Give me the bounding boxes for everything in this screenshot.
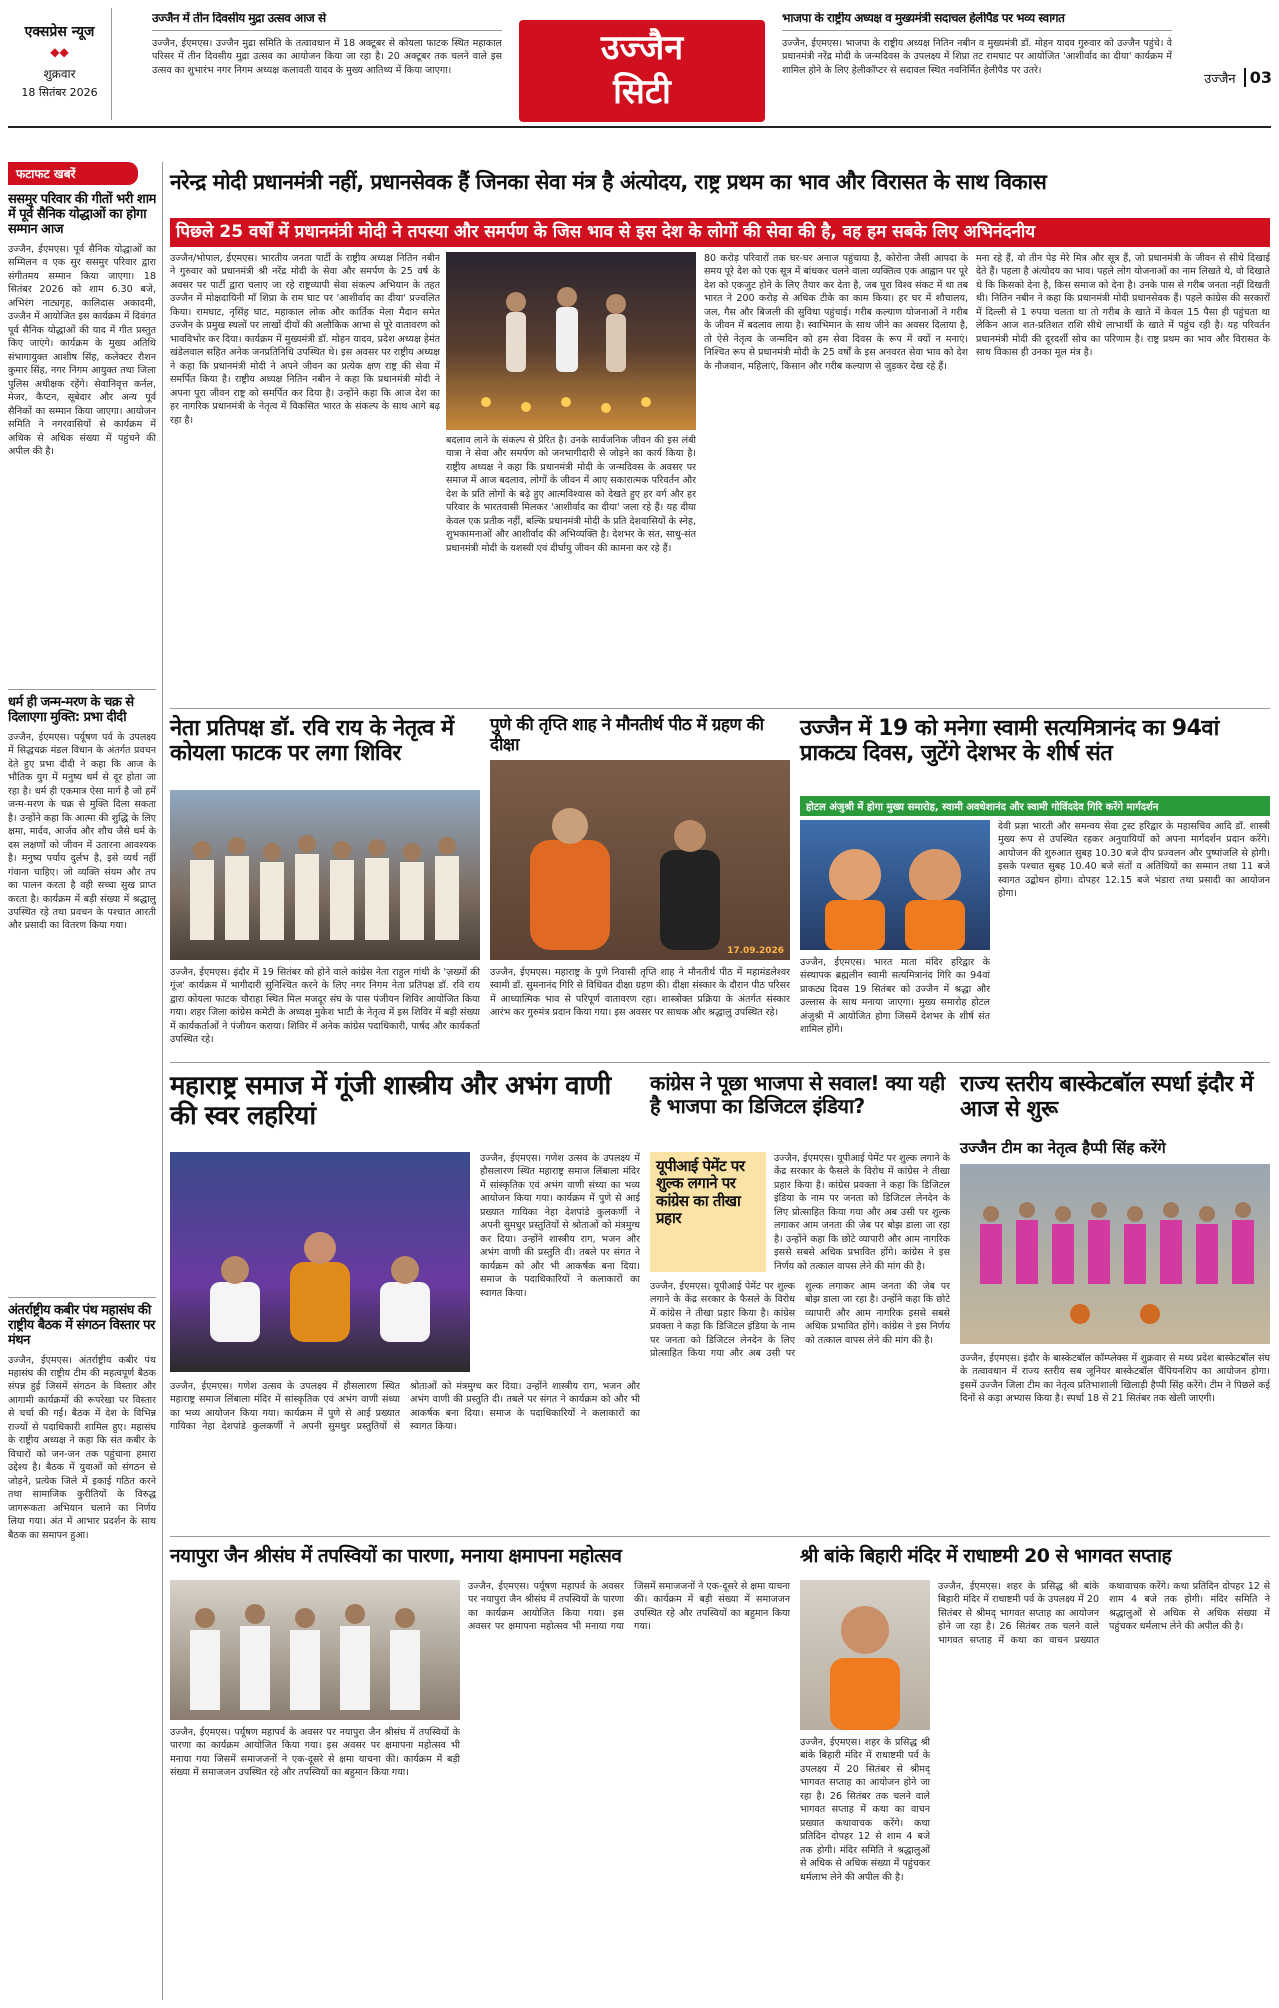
lead-headline: नरेन्द्र मोदी प्रधानमंत्री नहीं, प्रधानसेवक हैं जिनका सेवा मंत्र है अंत्योदय, राष्ट्र प्रथम का भाव और विरासत के साथ विकास xyxy=(170,170,1047,194)
section-title-line2: सिटी xyxy=(613,72,671,112)
diamond-icon: ◆◆ xyxy=(50,45,69,59)
masthead-day: शुक्रवार xyxy=(43,67,76,81)
section-title-line1: उज्जैन xyxy=(600,28,684,68)
top-left-brief xyxy=(152,12,502,112)
story6-headline: कांग्रेस ने पूछा भाजपा से सवाल! क्या यही है भाजपा का डिजिटल इंडिया? xyxy=(650,1071,945,1118)
jain-sangh-image xyxy=(170,1580,460,1720)
sidebar-item3-body: उज्जैन, ईएमएस। अंतर्राष्ट्रीय कबीर पंथ महासंघ की राष्ट्रीय टीम की महत्वपूर्ण बैठक संपन्न हुई जिसमें संगठन के विस्तार और आगामी कार्यक्रमों की रूपरेखा पर विस्तार से चर्चा की गई। बैठक में देश के विभिन्न राज्यों से पदाधिकारी शामिल हुए। महासंघ के राष्ट्रीय अध्यक्ष ने कहा कि संत कबीर के विचारों को जन-जन तक पहुंचाना हमारा उद्देश्य है। बैठक में युवाओं को संगठन से जोड़ने, प्रत्येक जिले में इकाई गठित करने तथा सामाजिक कुरीतियों के विरुद्ध जागरूकता अभियान चलाने का निर्णय लिया गया। अंत में आभार प्रदर्शन के साथ बैठक का समापन हुआ। xyxy=(8,1354,156,1541)
page-section-label: उज्जैन xyxy=(1204,72,1236,87)
diya-ceremony-image xyxy=(446,252,696,430)
story7-headline: राज्य स्तरीय बास्केटबॉल स्पर्धा इंदौर में आज से शुरू xyxy=(960,1072,1253,1123)
lead-col4: मना रहे हैं, वो तीन पेड़ मेरे मित्र और सूत्र हैं, जो प्रधानमंत्री के जीवन से सीधे दिखाई देते हैं। पहला है अंत्योदय का भाव। पहले लोग योजनाओं का नाम लिखते थे, वो दिखाते थे कि किसको देना है, किस समाज को देना है। उनके पास से गरीब जनता नहीं दिखती थी। नितिन नबीन ने कहा कि प्रधानमंत्री मोदी प्रधानसेवक हैं। पहले कांग्रेस की सरकारों में दिल्ली से 1 रुपया चलता था तो गरीब के खाते में केवल 15 पैसा ही पहुंचता था लेकिन आज शत-प्रतिशत राशि सीधे लाभार्थी के खाते में पहुंच रही है। यह परिवर्तन प्रधानमंत्री मोदी की दूरदर्शी सोच का परिणाम है। राष्ट्र प्रथम का भाव और विरासत के साथ विकास ही उनका मूल मंत्र है। xyxy=(976,253,1270,359)
sidebar-item1-body: उज्जैन, ईएमएस। पूर्व सैनिक योद्धाओं का सम्मिलन व एक सुर ससमुर परिवार द्वारा संगीतमय सम्मान किया जाएगा। 18 सितंबर 2026 को शाम 6.30 बजे, अभिरंग नाट्यगृह, कालिदास अकादमी, उज्जैन में आयोजित इस कार्यक्रम में दिवंगत पूर्व सैनिक योद्धाओं की याद में गीत प्रस्तुत किए जाएंगे। कार्यक्रम के मुख्य अतिथि संभागायुक्त आशीष सिंह, कलेक्टर रौशन कुमार सिंह, नगर निगम आयुक्त तथा जिला पुलिस अधीक्षक रहेंगे। सेवानिवृत्त कर्नल, मेजर, कैप्टन, सूबेदार और अन्य पूर्व सैनिकों का सम्मान किया जाएगा। आयोजन समिति ने नगरवासियों से कार्यक्रम में अधिक से अधिक संख्या में पहुंचने की अपील की है। xyxy=(8,243,156,458)
story3-photo xyxy=(490,760,790,960)
story9-body-left: उज्जैन, ईएमएस। शहर के प्रसिद्ध श्री बांके बिहारी मंदिर में राधाष्टमी पर्व के उपलक्ष्य में 20 सितंबर से श्रीमद् भागवत सप्ताह का आयोजन होने जा रहा है। 26 सितंबर तक चलने वाले भागवत सप्ताह में कथा का वाचन प्रख्यात कथावाचक करेंगे। कथा प्रतिदिन दोपहर 12 से शाम 4 बजे तक होगी। मंदिर समिति ने श्रद्धालुओं से अधिक से अधिक संख्या में पहुंचकर धर्मलाभ लेने की अपील की है। xyxy=(800,1737,930,1883)
story5-body: उज्जैन, ईएमएस। गणेश उत्सव के उपलक्ष्य में हौसलारण स्थित महाराष्ट्र समाज लिंबाला मंदिर में सांस्कृतिक एवं अभंग वाणी संध्या का भव्य आयोजन किया गया। कार्यक्रम में पुणे से आई प्रख्यात गायिका नेहा देशपांडे कुलकर्णी ने अपनी सुमधुर प्रस्तुतियों से श्रोताओं को मंत्रमुग्ध कर दिया। उन्होंने शास्त्रीय राग, भजन और अभंग वाणी की प्रस्तुति दी। तबले पर संगत ने कार्यक्रम को और भी आकर्षक बना दिया। समाज के पदाधिकारियों ने कलाकारों का स्वागत किया। xyxy=(170,1381,640,1433)
story4-banner: होटल अंजुश्री में होगा मुख्य समारोह, स्वामी अवधेशानंद और स्वामी गोविंददेव गिरि करेंगे मार्गदर्शन xyxy=(800,796,1270,816)
top-right-brief xyxy=(782,12,1172,112)
top-left-body: उज्जैन, ईएमएस। उज्जैन मुद्रा समिति के तत्वावधान में 18 अक्टूबर से कोयला फाटक स्थित महाकाल परिसर में तीन दिवसीय मुद्रा उत्सव का आयोजन किया जा रहा है। 20 अक्टूबर तक चलने वाले इस उत्सव का शुभारंभ नगर निगम अध्यक्ष कलावती यादव के मुख्य आतिथ्य में किया जाएगा। xyxy=(152,37,502,76)
page-label xyxy=(1180,68,1272,87)
lead-col3: 80 करोड़ परिवारों तक घर-घर अनाज पहुंचाया है, कोरोना जैसी आपदा के समय पूरे देश को एक सूत्र में बांधकर चलने वाला व्यक्तित्व एक आह्वान पर पूरे देश को एकजुट होने के लिए तैयार कर देता है, जब पूरा विश्व संकट में था तब भारत ने 200 करोड़ से अधिक टीके का काम किया। हर घर में शौचालय, जल, गैस और बिजली की सुविधा पहुंचाई। गरीब कल्याण योजनाओं ने गरीब के जीवन में बदलाव लाया है। स्वाभिमान के साथ जीने का अवसर दिलाया है, तो ऐसे नेतृत्व के जन्मदिन को हम सेवा दिवस के रूप में क्यों न मनाएं। निश्चित रूप से प्रधानमंत्री मोदी के 25 वर्षों के इस अनवरत सेवा भाव को देश के नौजवान, महिलाएं, किसान और गरीब कल्याण से जुड़कर देख रहे हैं। xyxy=(704,253,968,372)
story8-body-left: उज्जैन, ईएमएस। पर्यूषण महापर्व के अवसर पर नयापुरा जैन श्रीसंघ में तपस्वियों के पारणा का कार्यक्रम आयोजित किया गया। इस अवसर पर क्षमापना महोत्सव भी मनाया गया जिसमें समाजजनों ने एक-दूसरे से क्षमा याचना की। कार्यक्रम में बड़ी संख्या में समाजजन उपस्थित रहे और तपस्वियों का बहुमान किया गया। xyxy=(170,1727,460,1779)
story9-body-right: उज्जैन, ईएमएस। शहर के प्रसिद्ध श्री बांके बिहारी मंदिर में राधाष्टमी पर्व के उपलक्ष्य में 20 सितंबर से श्रीमद् भागवत सप्ताह का आयोजन होने जा रहा है। 26 सितंबर तक चलने वाले भागवत सप्ताह में कथा का वाचन प्रख्यात कथावाचक करेंगे। कथा प्रतिदिन दोपहर 12 से शाम 4 बजे तक होगी। मंदिर समिति ने श्रद्धालुओं से अधिक से अधिक संख्या में पहुंचकर धर्मलाभ लेने की अपील की है। xyxy=(938,1581,1270,1646)
story6-pullquote-text: यूपीआई पेमेंट पर शुल्क लगाने पर कांग्रेस का तीखा प्रहार xyxy=(656,1157,745,1227)
story6-body-cont: उज्जैन, ईएमएस। यूपीआई पेमेंट पर शुल्क लगाने के केंद्र सरकार के फैसले के विरोध में कांग्रेस ने तीखा प्रहार किया है। कांग्रेस प्रवक्ता ने कहा कि डिजिटल इंडिया के नाम पर जनता को डिजिटल लेनदेन के लिए प्रोत्साहित किया गया और अब उसी पर शुल्क लगाकर आम जनता की जेब पर बोझ डाला जा रहा है। उन्होंने कहा कि छोटे व्यापारी और आम नागरिक इससे सबसे अधिक प्रभावित होंगे। कांग्रेस ने इस निर्णय को तत्काल वापस लेने की मांग की है। xyxy=(650,1281,950,1360)
lead-subhead: पिछले 25 वर्षों में प्रधानमंत्री मोदी ने तपस्या और समर्पण के जिस भाव से इस देश के लोगों की सेवा की है, वह हम सबके लिए अभिनंदनीय xyxy=(170,218,1270,247)
story4-photo xyxy=(800,820,990,950)
sidebar-item2-body: उज्जैन, ईएमएस। पर्यूषण पर्व के उपलक्ष्य में सिद्धचक्र मंडल विधान के अंतर्गत प्रवचन देते हुए प्रभा दीदी ने कहा कि आज के भौतिक युग में मनुष्य धर्म से दूर होता जा रहा है। धर्म ही एकमात्र ऐसा मार्ग है जो हमें जन्म-मरण के चक्र से मुक्ति दिला सकता है। उन्होंने कहा कि आत्मा की शुद्धि के लिए क्षमा, मार्दव, आर्जव और शौच जैसे धर्म के दस लक्षणों को जीवन में उतारना आवश्यक है। मनुष्य पर्याय दुर्लभ है, इसे व्यर्थ नहीं गंवाना चाहिए। जो व्यक्ति संयम और तप का पालन करता है वही सच्चा सुख प्राप्त करता है। कार्यक्रम में बड़ी संख्या में श्रद्धालु उपस्थित रहे तथा प्रवचन के पश्चात आरती और प्रसादी का वितरण किया गया। xyxy=(8,731,156,932)
story3-photo-date: 17.09.2026 xyxy=(727,946,784,956)
top-left-headline: उज्जैन में तीन दिवसीय मुद्रा उत्सव आज से xyxy=(152,12,502,31)
saints-portrait-image xyxy=(800,820,990,950)
section-title-block xyxy=(519,20,765,122)
group-camp-image xyxy=(170,790,480,960)
story7-body: उज्जैन, ईएमएस। इंदौर के बास्केटबॉल कॉम्प्लेक्स में शुक्रवार से मध्य प्रदेश बास्केटबॉल संघ के तत्वावधान में राज्य स्तरीय सब जूनियर बास्केटबॉल चैंपियनशिप का आयोजन होगा। इसमें उज्जैन जिला टीम का नेतृत्व प्रतिभाशाली खिलाड़ी हैप्पी सिंह करेंगे। टीम ने पिछले कई दिनों से कड़ा अभ्यास किया है। स्पर्धा 18 से 21 सितंबर तक खेली जाएगी। xyxy=(960,1353,1270,1405)
top-right-headline: भाजपा के राष्ट्रीय अध्यक्ष व मुख्यमंत्री सदाचल हेलीपैड पर भव्य स्वागत xyxy=(782,12,1172,31)
story3-headline: पुणे की तृप्ति शाह ने मौनतीर्थ पीठ में ग्रहण की दीक्षा xyxy=(490,715,764,755)
priest-portrait-image xyxy=(800,1580,930,1730)
top-right-body: उज्जैन, ईएमएस। भाजपा के राष्ट्रीय अध्यक्ष नितिन नबीन व मुख्यमंत्री डॉ. मोहन यादव गुरुवार को उज्जैन पहुंचे। वे प्रधानमंत्री नरेंद्र मोदी के जन्मदिवस के उपलक्ष्य में शिप्रा तट रामघाट पर आयोजित 'आशीर्वाद का दीया' कार्यक्रम में शामिल होने के लिए हेलीकॉप्टर से सदावल स्थित नवनिर्मित हेलीपैड पर उतरे। xyxy=(782,37,1172,76)
story4-body-left: उज्जैन, ईएमएस। भारत माता मंदिर हरिद्वार के संस्थापक ब्रह्मलीन स्वामी सत्यमित्रानंद गिरि का 94वां प्राकट्य दिवस 19 सितंबर को उज्जैन में श्रद्धा और उल्लास के साथ मनाया जाएगा। मुख्य समारोह होटल अंजुश्री में आयोजित होगा जिसमें देशभर के शीर्ष संत शामिल होंगे। xyxy=(800,957,990,1036)
story5-headline: महाराष्ट्र समाज में गूंजी शास्त्रीय और अभंग वाणी की स्वर लहरियां xyxy=(170,1071,611,1131)
sidebar xyxy=(8,162,156,2000)
story6-body: उज्जैन, ईएमएस। यूपीआई पेमेंट पर शुल्क लगाने के केंद्र सरकार के फैसले के विरोध में कांग्रेस ने तीखा प्रहार किया है। कांग्रेस प्रवक्ता ने कहा कि डिजिटल इंडिया के नाम पर जनता को डिजिटल लेनदेन के लिए प्रोत्साहित किया गया और अब उसी पर शुल्क लगाकर आम जनता की जेब पर बोझ डाला जा रहा है। उन्होंने कहा कि छोटे व्यापारी और आम नागरिक इससे सबसे अधिक प्रभावित होंगे। कांग्रेस ने इस निर्णय को तत्काल वापस लेने की मांग की है। xyxy=(774,1153,950,1272)
masthead-left xyxy=(8,8,112,120)
music-performance-image xyxy=(170,1152,470,1372)
sidebar-item2-headline: धर्म ही जन्म-मरण के चक्र से दिलाएगा मुक्ति: प्रभा दीदी xyxy=(8,694,134,725)
story6-pullquote xyxy=(650,1152,766,1272)
story4-body-right: देवी प्रज्ञा भारती और समन्वय सेवा ट्रस्ट हरिद्वार के महासचिव आदि डॉ. शास्त्री मुख्य रूप से उपस्थित रहकर अनुयायियों को अपना मार्गदर्शन प्रदान करेंगे। आयोजन की शुरुआत सुबह 10.30 बजे दीप प्रज्वलन और पुष्पांजलि से होगी। इसके पश्चात सुबह 10.40 बजे संतों व अतिथियों का सम्मान तथा 11 बजे स्वागत उद्बोधन होगा। दोपहर 12.15 बजे भंडारा तथा प्रसादी का आयोजन होगा। xyxy=(998,821,1270,900)
sidebar-item1-headline: ससमुर परिवार की गीतों भरी शाम में पूर्व सैनिक योद्धाओं का होगा सम्मान आज xyxy=(8,192,156,237)
story5-body-photo-side: उज्जैन, ईएमएस। गणेश उत्सव के उपलक्ष्य में हौसलारण स्थित महाराष्ट्र समाज लिंबाला मंदिर में सांस्कृतिक एवं अभंग वाणी संध्या का भव्य आयोजन किया गया। कार्यक्रम में पुणे से आई प्रख्यात गायिका नेहा देशपांडे कुलकर्णी ने अपनी सुमधुर प्रस्तुतियों से श्रोताओं को मंत्रमुग्ध कर दिया। उन्होंने शास्त्रीय राग, भजन और अभंग वाणी की प्रस्तुति दी। तबले पर संगत ने कार्यक्रम को और भी आकर्षक बना दिया। समाज के पदाधिकारियों ने कलाकारों का स्वागत किया। xyxy=(480,1153,640,1299)
story9-headline: श्री बांके बिहारी मंदिर में राधाष्टमी 20 से भागवत सप्ताह xyxy=(800,1545,1172,1567)
story4-headline: उज्जैन में 19 को मनेगा स्वामी सत्यमित्रानंद का 94वां प्राकट्य दिवस, जुटेंगे देशभर के शीर्ष संत xyxy=(800,716,1219,767)
story7-subhead: उज्जैन टीम का नेतृत्व हैप्पी सिंह करेंगे xyxy=(960,1139,1166,1157)
masthead-divider xyxy=(8,126,1271,128)
story8-headline: नयापुरा जैन श्रीसंघ में तपस्वियों का पारणा, मनाया क्षमापना महोत्सव xyxy=(170,1545,622,1567)
masthead-date: 18 सितंबर 2026 xyxy=(21,86,98,99)
lead-photo xyxy=(446,252,696,430)
story2-photo xyxy=(170,790,480,960)
story2-headline: नेता प्रतिपक्ष डॉ. रवि राय के नेतृत्व में कोयला फाटक पर लगा शिविर xyxy=(170,716,454,767)
story7-photo xyxy=(960,1164,1270,1344)
page-number: 03 xyxy=(1244,68,1272,87)
story8-photo xyxy=(170,1580,460,1720)
story5-photo xyxy=(170,1152,470,1372)
story3-body: उज्जैन, ईएमएस। महाराष्ट्र के पुणे निवासी तृप्ति शाह ने मौनतीर्थ पीठ में महामंडलेश्वर स्वामी डॉ. सुमनानंद गिरि से विधिवत दीक्षा ग्रहण की। दीक्षा संस्कार के दौरान पीठ परिसर में आध्यात्मिक भाव से परिपूर्ण वातावरण रहा। शास्त्रोक्त प्रक्रिया के अंतर्गत संस्कार आरंभ कर गुरुमंत्र प्रदान किया गया। इस अवसर पर साधक और श्रद्धालु उपस्थित रहे। xyxy=(490,967,790,1019)
lead-col2: बदलाव लाने के संकल्प से प्रेरित है। उनके सार्वजनिक जीवन की इस लंबी यात्रा ने सेवा और समर्पण को जनभागीदारी से जोड़ने का कार्य किया है। राष्ट्रीय अध्यक्ष ने कहा कि प्रधानमंत्री मोदी के जन्मदिवस के अवसर पर समाज में आज बदलाव, लोगों के जीवन में आए सकारात्मक परिवर्तन और देश के प्रति लोगों के बढ़े हुए आत्मविश्वास को देखते हुए हर वर्ग और हर परिवार के भारतवासी मिलकर 'आशीर्वाद का दीया' जला रहे हैं। यह दीया केवल एक प्रतीक नहीं, बल्कि प्रधानमंत्री मोदी के प्रति देशवासियों के स्नेह, शुभकामनाओं और आशीर्वाद की अभिव्यक्ति है। देशभर के संत, साधु-संत प्रधानमंत्री मोदी के यशस्वी एवं दीर्घायु जीवन की कामना कर रहे हैं। xyxy=(446,435,696,554)
paper-name: एक्सप्रेस न्यूज xyxy=(24,24,95,40)
lead-col1: उज्जैन/भोपाल, ईएमएस। भारतीय जनता पार्टी के राष्ट्रीय अध्यक्ष नितिन नबीन ने गुरुवार को प्रधानमंत्री श्री नरेंद्र मोदी के सेवा और समर्पण के 25 वर्ष के अवसर पर पार्टी द्वारा चलाए जा रहे राष्ट्रव्यापी सेवा संकल्प अभियान के तहत उज्जैन में मोक्षदायिनी माँ शिप्रा के राम घाट पर 'आशीर्वाद का दीया' प्रज्वलित किया। रामघाट, नृसिंह घाट, महाकाल लोक और कार्तिक मेला मैदान समेत उज्जैन के प्रमुख स्थलों पर लाखों दीयों की अलौकिक आभा से पूरे वातावरण को भावविभोर कर दिया। कार्यक्रम में मुख्यमंत्री डॉ. मोहन यादव, प्रदेश अध्यक्ष हेमंत खंडेलवाल सहित अनेक जनप्रतिनिधि उपस्थित थे। इस अवसर पर राष्ट्रीय अध्यक्ष ने कहा कि प्रधानमंत्री मोदी ने अपने जीवन का प्रत्येक क्षण राष्ट्र की सेवा में समर्पित किया है। राष्ट्रीय अध्यक्ष नितिन नबीन ने कहा कि प्रधानमंत्री मोदी ने अपना पूरा जीवन राष्ट्र को समर्पित कर दिया है। उन्होंने कहा कि आज देश का हर नागरिक प्रधानमंत्री के नेतृत्व में विकसित भारत के संकल्प के साथ आगे बढ़ रहा है। xyxy=(170,253,440,426)
basketball-team-image xyxy=(960,1164,1270,1344)
story8-body-right: उज्जैन, ईएमएस। पर्यूषण महापर्व के अवसर पर नयापुरा जैन श्रीसंघ में तपस्वियों के पारणा का कार्यक्रम आयोजित किया गया। इस अवसर पर क्षमापना महोत्सव भी मनाया गया जिसमें समाजजनों ने एक-दूसरे से क्षमा याचना की। कार्यक्रम में बड़ी संख्या में समाजजन उपस्थित रहे और तपस्वियों का बहुमान किया गया। xyxy=(468,1581,790,1633)
diksha-ceremony-image xyxy=(490,760,790,960)
story9-photo xyxy=(800,1580,930,1730)
sidebar-label: फटाफट खबरें xyxy=(8,162,138,185)
story2-body: उज्जैन, ईएमएस। इंदौर में 19 सितंबर को होने वाले कांग्रेस नेता राहुल गांधी के 'ज़ख्मों की गूंज' कार्यक्रम में भागीदारी सुनिश्चित करने के लिए नगर निगम नेता प्रतिपक्ष डॉ. रवि राय द्वारा कोयला फाटक चौराहा स्थित मिल मजदूर संघ के पास पंजीयन शिविर आयोजित किया गया। शहर जिला कांग्रेस कमेटी के अध्यक्ष मुकेश भाटी के नेतृत्व में इस शिविर में बड़ी संख्या में कार्यकर्ताओं ने पंजीयन कराया। शिविर में अनेक कांग्रेस पदाधिकारी, पार्षद और कार्यकर्ता उपस्थित रहे। xyxy=(170,967,480,1046)
sidebar-item3-headline: अंतर्राष्ट्रीय कबीर पंथ महासंघ की राष्ट्रीय बैठक में संगठन विस्तार पर मंथन xyxy=(8,1302,155,1348)
